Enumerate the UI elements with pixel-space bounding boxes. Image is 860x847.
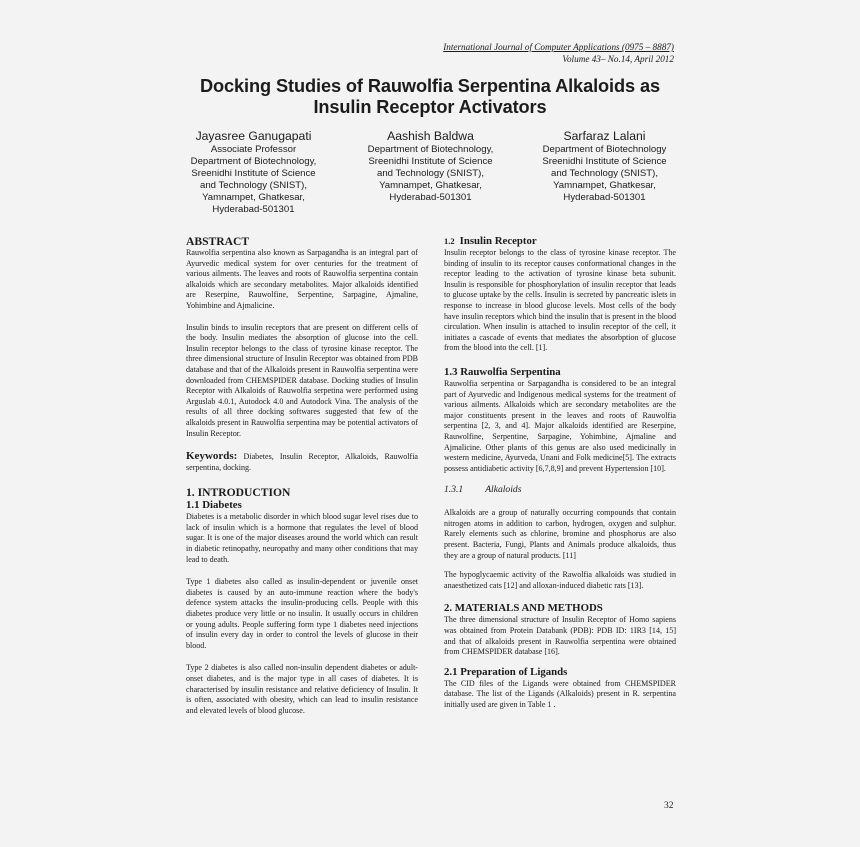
section-title: Alkaloids bbox=[485, 484, 522, 496]
keywords-label: Keywords: bbox=[186, 450, 238, 463]
abstract-paragraph: Rauwolfia serpentina also known as Sarpagandha is an integral part of Ayurvedic medical system for over centuries for the treatment of various ailments. The leaves and roots of Rauwolfia serpentina contain alkaloids which are secondary metabolites. Major alkaloids identified are Reserpine, Rauwolfine, Serpentine, Sarpagine, Ajmaline, Yohimbine and Ajmalicine. bbox=[186, 248, 418, 310]
author-affiliation-line: and Technology (SNIST), bbox=[376, 168, 484, 179]
page-number: 32 bbox=[664, 801, 674, 811]
keywords bbox=[186, 451, 418, 473]
author-block-1 bbox=[166, 128, 341, 216]
author-affiliation-line: Yamnampet, Ghatkesar, bbox=[553, 180, 656, 191]
author-affiliation-line: Yamnampet, Ghatkesar, bbox=[202, 192, 305, 203]
author-affiliation-line: Yamnampet, Ghatkesar, bbox=[379, 180, 482, 191]
author-affiliation-line: Sreenidhi Institute of Science bbox=[368, 156, 493, 167]
diabetes-paragraph: Type 2 diabetes is also called non-insulin dependent diabetes or adult-onset diabetes, and is the major type in all cases of diabetes. It is characterised by insulin resistance and relative deficiency of Insulin. It is often, associated with obesity, which can lead to insulin resistance and elevated levels of blood glucose. bbox=[186, 663, 418, 715]
author-affiliation-line: Hyderabad-501301 bbox=[212, 204, 295, 215]
abstract-heading: ABSTRACT bbox=[186, 235, 250, 248]
section-title: Insulin Receptor bbox=[459, 235, 537, 247]
materials-methods-heading: 2. MATERIALS AND METHODS bbox=[444, 602, 603, 615]
author-affiliation-line: Department of Biotechnology bbox=[542, 144, 667, 155]
author-affiliation-line: Sreenidhi Institute of Science bbox=[191, 168, 316, 179]
author-name: Jayasree Ganugapati bbox=[195, 129, 312, 143]
keywords-text: Diabetes, Insulin Receptor, Alkaloids, Rauwolfia serpentina, docking. bbox=[186, 452, 418, 472]
author-affiliation-line: and Technology (SNIST), bbox=[550, 168, 658, 179]
insulin-receptor-paragraph: Insulin receptor belongs to the class of tyrosine kinase receptor. The binding of insulin to its receptor causes conformational changes in the receptor leading to the activation of tyrosine kinase beta subunit. Insulin is responsible for phosphorylation of insulin receptor that leads to glucose uptake by the cells. Insulin is secreted by pancreatic islets in response to increase in blood glucose levels. Most cells of the body have insulin receptors which bind the insulin that is present in the blood circulation. When insulin is attached to insulin receptor of the cell, it initiates a cascade of events that mediates the absorbption of glucose from the blood into the cell. [1]. bbox=[444, 248, 676, 353]
diabetes-paragraph: Diabetes is a metabolic disorder in which blood sugar level rises due to lack of insulin which is a hormone that regulates the level of blood sugar. It is one of the major diseases around the world which can result in diabetic retinopathy, neuropathy and many other conditions that may lead to death. bbox=[186, 512, 418, 564]
author-affiliation-line: Sreenidhi Institute of Science bbox=[542, 156, 667, 167]
introduction-heading: 1. INTRODUCTION bbox=[186, 486, 291, 500]
left-column bbox=[186, 235, 418, 716]
author-affiliation-line: Hyderabad-501301 bbox=[563, 192, 646, 203]
rauwolfia-paragraph: Rauwolfia serpentina or Sarpagandha is considered to be an integral part of Ayurvedic and Indigenous medical systems for the treatment of various ailments. Alkaloids which are secondary metabolites are the major constituents present in the leaves and roots of Rauwolfia serpentina [2, 3, and 4]. Major alkaloids identified are Reserpine, Rauwolfine, Serpentine, Sarpagine, Yohimbine, Ajmaline and Ajmalicine. Other plants of this genus are also used medicinally in western medicine, Ayurveda, Unani and Folk medicine[5]. The extracts possess antidiabetic activity [6,7,8,9] and prevent Hypertension [10]. bbox=[444, 378, 676, 473]
title-line-1: Docking Studies of Rauwolfia Serpentina Alkaloids as bbox=[199, 76, 661, 96]
insulin-receptor-heading bbox=[444, 235, 676, 248]
journal-header bbox=[443, 41, 674, 65]
diabetes-paragraph: Type 1 diabetes also called as insulin-dependent or juvenile onset diabetes is caused by an auto-immune reaction where the body's defence system attacks the insulin-producing cells. People with this diabetes produce very little or no insulin. It usually occurs in children or young adults. People suffering form type 1 diabetes need injections of insulin every day in order to control the levels of glucose in their blood. bbox=[186, 577, 418, 650]
alkaloids-paragraph: Alkaloids are a group of naturally occurring compounds that contain nitrogen atoms in addition to carbon, hydrogen, oxygen and sulphur. Rarely elements such as chlorine, bromine and phosphorus are also present. Bacteria, Fungi, Plants and Animals produce alkaloids, thus they are a group of natural products. [11] bbox=[444, 508, 676, 560]
author-block-2 bbox=[343, 128, 518, 204]
paper-title bbox=[150, 76, 710, 118]
section-number: 1.2 bbox=[444, 236, 455, 246]
ligands-paragraph: The CID files of the Ligands were obtained from CHEMSPIDER database. The list of the Ligands (Alkaloids) present in R. serpentina initially used are given in Table 1 . bbox=[444, 678, 676, 709]
author-affiliation-line: Hyderabad-501301 bbox=[389, 192, 472, 203]
author-affiliation-line: Department of Biotechnology, bbox=[190, 156, 317, 167]
author-name: Sarfaraz Lalani bbox=[563, 129, 646, 143]
author-affiliation-line: Department of Biotechnology, bbox=[367, 144, 494, 155]
abstract-paragraph: Insulin binds to insulin receptors that are present on different cells of the body. Insulin mediates the absorption of glucose into the cell. Insulin receptor belongs to the class of tyrosine kinase receptor. The three dimensional structure of Insulin Receptor was obtained from PDB database and that of the Alkaloids present in Rauwolfia serpentina were downloaded from CHEMSPIDER database. Docking studies of Insulin Receptor with Alkaloids of Rauwolfia serpetina were performed using Arguslab 4.0.1, Autodock 4.0 and Autodock Vina. The analysis of the results of all three docking softwares suggested that few of the alkaloids present in Rauwolfia serpentina may be potential activators of Insulin Receptor. bbox=[186, 322, 418, 438]
right-column bbox=[444, 235, 676, 711]
author-affiliation-line: Associate Professor bbox=[210, 144, 297, 155]
title-line-2: Insulin Receptor Activators bbox=[313, 97, 547, 117]
alkaloids-heading bbox=[444, 484, 676, 496]
ligands-heading: 2.1 Preparation of Ligands bbox=[444, 665, 568, 678]
journal-volume: Volume 43– No.14, April 2012 bbox=[562, 54, 674, 64]
rauwolfia-heading: 1.3 Rauwolfia Serpentina bbox=[444, 365, 561, 378]
author-block-3 bbox=[517, 128, 692, 204]
author-name: Aashish Baldwa bbox=[387, 129, 474, 143]
author-affiliation-line: and Technology (SNIST), bbox=[199, 180, 307, 191]
diabetes-heading: 1.1 Diabetes bbox=[186, 499, 242, 512]
section-number: 1.3.1 bbox=[444, 484, 464, 496]
materials-methods-paragraph: The three dimensional structure of Insulin Receptor of Homo sapiens was obtained from Protein Databank (PDB): PDB ID: 1IR3 [14, 15] and that of alkaloids present in Rauwolfia serpentina were obtained from CHEMSPIDER database [16]. bbox=[444, 615, 676, 657]
alkaloids-paragraph: The hypoglycaemic activity of the Rawolfia alkaloids was studied in anaesthetized cats [12] and alloxan-induced diabetic rats [13]. bbox=[444, 570, 676, 590]
journal-title: International Journal of Computer Applications (0975 – 8887) bbox=[443, 42, 674, 52]
